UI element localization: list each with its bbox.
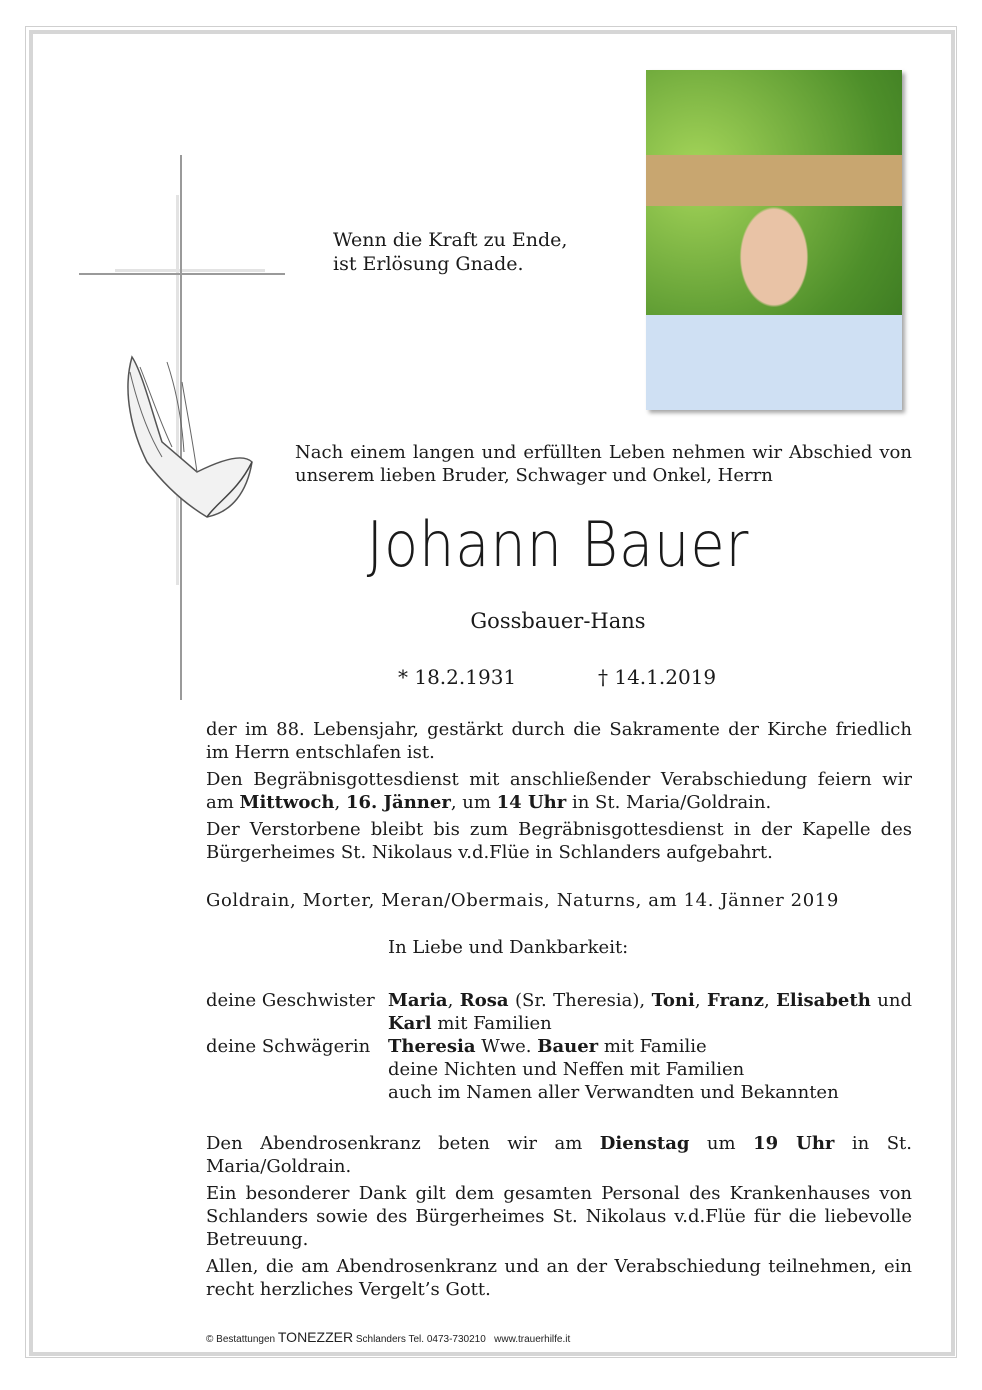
birth-date: * 18.2.1931	[398, 665, 517, 689]
siblings-label: deine Geschwister	[206, 990, 375, 1011]
deceased-name: Johann Bauer	[366, 508, 750, 581]
quote-line: Wenn die Kraft zu Ende,	[333, 229, 568, 251]
death-date: † 14.1.2019	[598, 665, 717, 689]
cross-shadow-horizontal	[115, 269, 265, 272]
siblings-names: Maria, Rosa (Sr. Theresia), Toni, Franz, Elisabeth und Karl mit Familien	[388, 990, 912, 1034]
family-list	[206, 989, 912, 1104]
praying-hands-icon	[122, 352, 258, 522]
closing-text	[206, 1132, 912, 1305]
death-text: der im 88. Lebensjahr, gestärkt durch die Sakramente der Kirche friedlich im Herrn entschlafen ist.	[206, 719, 912, 763]
sister-in-law-row	[206, 1035, 912, 1058]
quote	[333, 228, 567, 276]
cross-bar	[79, 273, 285, 275]
relatives-text: auch im Namen aller Verwandten und Bekannten	[388, 1082, 839, 1103]
nieces-row	[206, 1058, 912, 1081]
siblings-row	[206, 989, 912, 1035]
website-link[interactable]: www.trauerhilfe.it	[494, 1334, 571, 1345]
sister-in-law-label: deine Schwägerin	[206, 1036, 371, 1057]
portrait-photo	[646, 70, 902, 410]
laid-out-text: Der Verstorbene bleibt bis zum Begräbnisgottesdienst in der Kapelle des Bürgerheimes St. Nikolaus v.d.Flüe in Schlanders aufgebahrt.	[206, 819, 912, 863]
staff-thanks: Ein besonderer Dank gilt dem gesamten Personal des Krankenhauses von Schlanders sowie des Bürgerheimes St. Nikolaus v.d.Flüe für die liebevolle Betreuung.	[206, 1183, 912, 1250]
nickname: Gossbauer-Hans	[470, 609, 646, 633]
rosary-text: Den Abendrosenkranz beten wir am Dienstag um 19 Uhr in St. Maria/Goldrain.	[206, 1133, 912, 1177]
footer: © Bestattungen TONEZZER Schlanders Tel. 0473-730210 www.trauerhilfe.it	[206, 1329, 571, 1345]
relatives-row	[206, 1081, 912, 1104]
thanks-heading: In Liebe und Dankbarkeit:	[388, 937, 629, 958]
places-date: Goldrain, Morter, Meran/Obermais, Naturns, am 14. Jänner 2019	[206, 890, 839, 911]
sister-in-law-name: Theresia Wwe. Bauer mit Familie	[388, 1036, 707, 1057]
funeral-text: Den Begräbnisgottesdienst mit anschließender Verabschiedung feiern wir am Mittwoch, 16. Jänner, um 14 Uhr in St. Maria/Goldrain.	[206, 769, 912, 813]
intro-text: Nach einem langen und erfüllten Leben nehmen wir Abschied von unserem lieben Bruder, Schwager und Onkel, Herrn	[295, 442, 912, 486]
funeral-home-name: TONEZZER	[277, 1329, 354, 1345]
nieces-text: deine Nichten und Neffen mit Familien	[388, 1059, 745, 1080]
quote-line: ist Erlösung Gnade.	[333, 253, 524, 275]
final-thanks: Allen, die am Abendrosenkranz und an der Verabschiedung teilnehmen, ein recht herzliches Vergelt’s Gott.	[206, 1256, 912, 1300]
announcement-body	[206, 718, 912, 868]
